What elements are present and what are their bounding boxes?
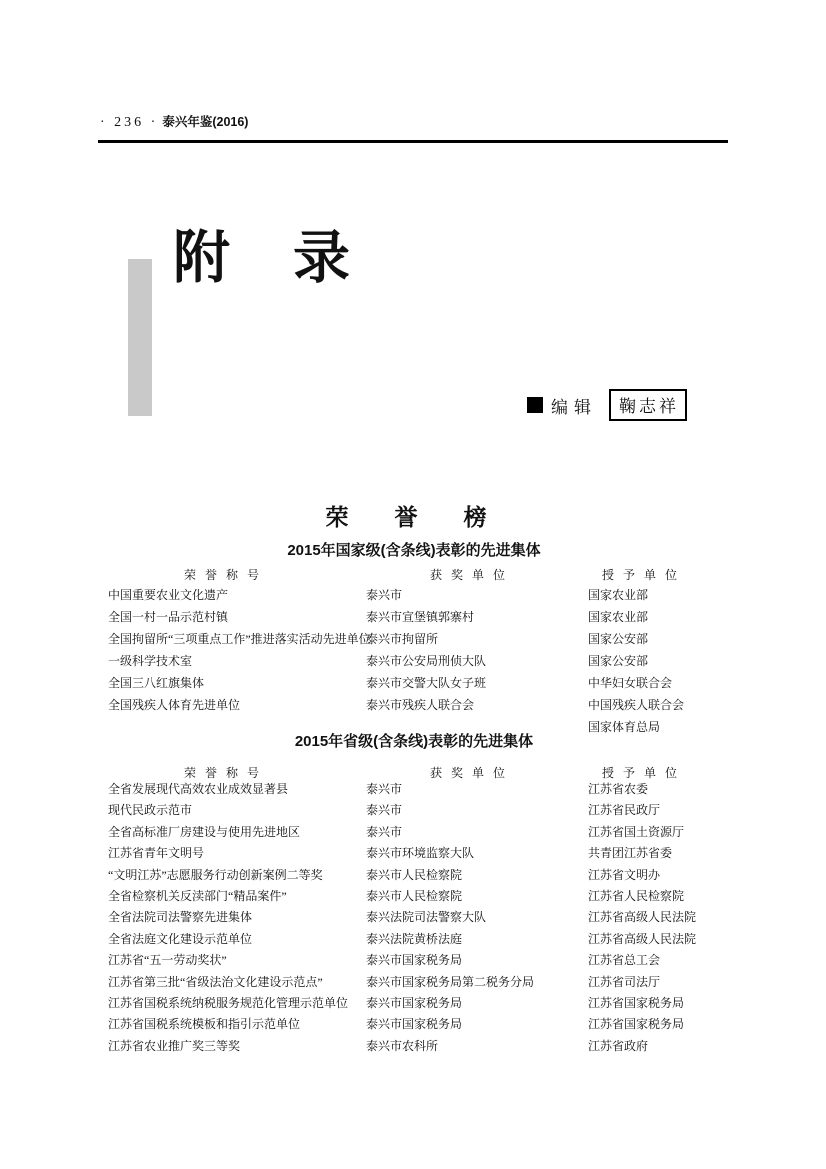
table-row [108, 779, 728, 800]
chapter-title: 附 录 [173, 227, 353, 290]
table-cell: 江苏省司法厅 [588, 974, 661, 989]
table-cell: 国家公安部 [588, 632, 649, 646]
column-header-honor-title: 荣誉称号 [184, 766, 269, 780]
table-cell: 江苏省高级人民法院 [588, 931, 697, 946]
table-cell: 江苏省总工会 [588, 953, 661, 968]
table-row [108, 1036, 728, 1057]
table-row [108, 929, 728, 950]
table-cell: 现代民政示范市 [108, 803, 193, 818]
table-cell: 泰兴市国家税务局 [366, 1017, 463, 1032]
table-cell: 国家农业部 [588, 610, 649, 624]
table-cell: 江苏省农业推广奖三等奖 [108, 1038, 241, 1053]
table-row [108, 628, 728, 650]
table-cell: 泰兴市 [366, 803, 403, 818]
table-cell: 泰兴市交警大队女子班 [366, 676, 487, 690]
table-row [108, 1014, 728, 1035]
table-cell: 全省高标准厂房建设与使用先进地区 [108, 824, 301, 839]
table-cell: 江苏省国家税务局 [588, 995, 685, 1010]
editor-name-box: 鞠志祥 [609, 389, 687, 421]
table-cell: 江苏省农委 [588, 782, 649, 796]
column-header-honor-title: 荣誉称号 [184, 568, 269, 582]
table-cell: 泰兴市国家税务局 [366, 953, 463, 968]
table-cell: 泰兴市宣堡镇郭寨村 [366, 610, 475, 624]
table-cell: 全省法庭文化建设示范单位 [108, 931, 253, 946]
table-row [108, 950, 728, 971]
table-cell: 国家体育总局 [588, 720, 661, 734]
table-row [108, 993, 728, 1014]
table-cell: 泰兴市拘留所 [366, 632, 439, 646]
table-cell: 中华妇女联合会 [588, 676, 673, 690]
header-rule [98, 140, 728, 143]
chapter-accent-bar [128, 259, 152, 416]
table-cell: 江苏省青年文明号 [108, 846, 205, 861]
table-row [108, 606, 728, 628]
table-cell: 江苏省民政厅 [588, 803, 661, 818]
awards-table-provincial [108, 779, 728, 1057]
column-header-winning-unit: 获奖单位 [430, 568, 515, 582]
table-cell: 江苏省国税系统纳税服务规范化管理示范单位 [108, 995, 349, 1010]
table-cell: 国家公安部 [588, 654, 649, 668]
table-cell: 江苏省政府 [588, 1038, 649, 1053]
table-cell: 江苏省人民检察院 [588, 888, 685, 903]
table-row [108, 584, 728, 606]
section-subtitle-national: 2015年国家级(含条线)表彰的先进集体 [287, 542, 541, 559]
table-cell: 全国三八红旗集体 [108, 676, 205, 690]
table-cell: 中国重要农业文化遗产 [108, 588, 229, 602]
book-title: 泰兴年鉴(2016) [162, 115, 249, 129]
table-cell: 泰兴市人民检察院 [366, 867, 463, 882]
table-cell: 江苏省第三批“省级法治文化建设示范点” [108, 974, 323, 989]
table-cell: 江苏省高级人民法院 [588, 910, 697, 925]
honor-board-title: 荣誉榜 [325, 504, 533, 530]
table-row [108, 650, 728, 672]
table-cell: 泰兴市人民检察院 [366, 888, 463, 903]
table-row [108, 972, 728, 993]
table-cell: 全国一村一品示范村镇 [108, 610, 229, 624]
table-cell: 中国残疾人联合会 [588, 698, 685, 712]
section-subtitle-provincial: 2015年省级(含条线)表彰的先进集体 [294, 733, 534, 750]
table-cell: 全国残疾人体育先进单位 [108, 698, 241, 712]
running-header [100, 112, 248, 131]
table-cell: 江苏省国家税务局 [588, 1017, 685, 1032]
editor-credit [527, 391, 687, 419]
table-cell: 泰兴市 [366, 782, 403, 796]
table-row [108, 886, 728, 907]
table-row [108, 843, 728, 864]
table-cell: 泰兴市公安局刑侦大队 [366, 654, 487, 668]
editor-label: 编辑 [551, 397, 597, 417]
column-header-winning-unit: 获奖单位 [430, 766, 515, 780]
table-cell: 江苏省“五一劳动奖状” [108, 953, 227, 968]
table-cell: 国家农业部 [588, 588, 649, 602]
table-cell: 江苏省国土资源厅 [588, 824, 685, 839]
table-row [108, 822, 728, 843]
page-number: · 236 · [100, 115, 159, 130]
table-cell: 共青团江苏省委 [588, 846, 673, 861]
square-bullet-icon [527, 397, 543, 413]
table-cell: “文明江苏”志愿服务行动创新案例二等奖 [108, 867, 323, 882]
table-cell: 泰兴市 [366, 824, 403, 839]
table-row [108, 694, 728, 716]
table-row [108, 672, 728, 694]
table-cell: 泰兴市农科所 [366, 1038, 439, 1053]
table-row [108, 907, 728, 928]
table-cell: 一级科学技术室 [108, 654, 193, 668]
table-cell: 江苏省文明办 [588, 867, 661, 882]
table-cell: 全国拘留所“三项重点工作”推进落实活动先进单位 [108, 632, 371, 646]
table-cell: 江苏省国税系统模板和指引示范单位 [108, 1017, 301, 1032]
table-row [108, 800, 728, 821]
table-cell: 全省发展现代高效农业成效显著县 [108, 782, 289, 796]
table-cell: 泰兴市环境监察大队 [366, 846, 475, 861]
table-row [108, 865, 728, 886]
column-header-awarding-unit: 授予单位 [602, 568, 687, 582]
table-cell: 泰兴市 [366, 588, 403, 602]
table-cell: 全省法院司法警察先进集体 [108, 910, 253, 925]
table-cell: 泰兴法院司法警察大队 [366, 910, 487, 925]
column-header-awarding-unit: 授予单位 [602, 766, 687, 780]
table-cell: 泰兴市国家税务局 [366, 995, 463, 1010]
table-cell: 泰兴市残疾人联合会 [366, 698, 475, 712]
table-cell: 全省检察机关反渎部门“精品案件” [108, 888, 287, 903]
table-cell: 泰兴法院黄桥法庭 [366, 931, 463, 946]
awards-table-national [108, 584, 728, 738]
table-cell: 泰兴市国家税务局第二税务分局 [366, 974, 535, 989]
